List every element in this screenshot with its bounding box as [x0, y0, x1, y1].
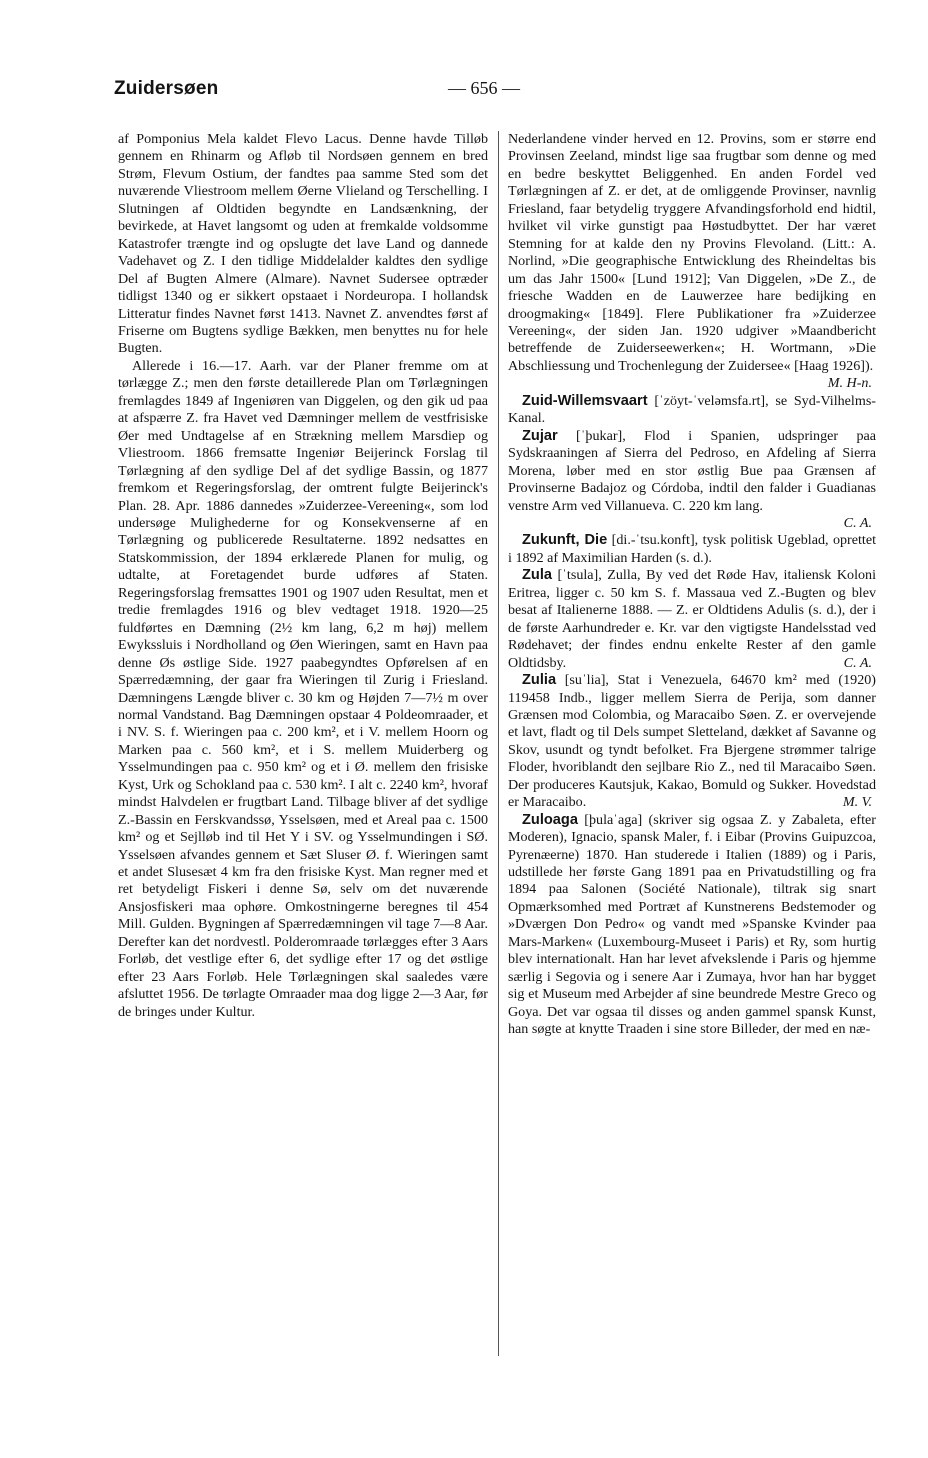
entry-text: [ˈzöyt-ˈveləmsfa.rt], se Syd-Vilhelms-Kanal. — [508, 392, 876, 427]
right-column — [508, 131, 876, 1039]
author-signature: C. A. — [843, 654, 872, 671]
paragraph: Nederlandene vinder herved en 12. Provins, som er større end Provinsen Zeeland, mindst lige saa frugtbar som denne og med en bedre beskyttet Beliggenhed. En anden Fordel ved Tørlægningen af Z. er det, at de omliggende Provinser, navnlig Friesland, faar betydelig tryggere Afvandingsforhold end hidtil, hvilket vil virke gunstigt paa Høstudbyttet. Der har været Stemning for at kalde den ny Provins Flevoland. (Litt.: A. Norlind, »Die geographische Entwicklung des Rheindeltas bis um das Jahr 1500« [Lund 1912]; Van Diggelen, »De Z., de friesche Wadden en de Lauwerzee hare bedijking en droogmaking« [1849]. Flere Publikationer fra »Zuiderzee Vereening«, der siden Jan. 1920 udgiver »Maandbericht betreffende de Zuiderseewerken«; H. Wortmann, »Die Abschliessung und Trochenlegung der Zuidersee« [Haag 1926]). — [508, 131, 876, 374]
author-signature: M. V. — [842, 794, 872, 811]
entry-text: [ˈþukar], Flod i Spanien, udspringer paa Sydskraaningen af Sierra del Pedroso, en Afdeling af Sierra Morena, løber med en stor østlig Bue paa Grænsen af Provinserne Badajoz og Córdoba, indtil den falder i Guadianas venstre Arm ved Villanueva. C. 220 km lang. — [508, 427, 876, 514]
entry-headword: Zuid-Willemsvaart — [522, 392, 648, 409]
running-head-title: Zuidersøen — [114, 78, 219, 99]
entry — [508, 393, 876, 428]
entry-text: [ˈtsula], Zulla, By ved det Røde Hav, italiensk Koloni Eritrea, ligger c. 50 km S. f. Massaua ved Z.-Bugten og blev besat af Italienerne 1888. — Z. er Oldtidens Adulis (s. d.), der i de første Aarhundreder e. Kr. var den vigtigste Handelsstad ved Rødehavet; der findes endnu enkelte Rester af den gamle Oldtidsby. — [508, 567, 876, 671]
entry-headword: Zulia — [522, 672, 557, 689]
entry — [508, 567, 876, 672]
entry — [508, 532, 876, 567]
page-number: — 656 — — [448, 78, 520, 98]
entry-text: [di.-ˈtsu.konft], tysk politisk Ugeblad, oprettet i 1892 af Maximilian Harden (s. d.). — [508, 532, 876, 566]
paragraph: af Pomponius Mela kaldet Flevo Lacus. Denne havde Tilløb gennem en Rhinarm og Afløb til Nordsøen gennem en bred Strøm, Flevum Ostium, der fandtes paa samme Sted som det nuværende Vliestroom mellem Øerne Vlieland og Terschelling. I Slutningen af Oldtiden begyndte en Landsænkning, der bevirkede, at Havet langsomt og uden at fremkalde voldsomme Katastrofer trængte ind og opslugte det lave Land og dannede Vadehavet og Z. I den tidlige Middelalder kaldtes den sydlige Del af Bugten Almere (Almare). Navnet Sudersee optræder tidligst 1340 og er sikkert opstaaet i Nordeuropa. I hollandsk Litteratur findes Navnet først 1413. Navnet Z. anvendtes først af Friserne om Bugtens sydlige Bækken, men benyttes nu for hele Bugten. — [118, 131, 488, 357]
entry — [508, 672, 876, 812]
author-signature: M. H-n. — [827, 375, 872, 392]
author-signature: C. A. — [843, 514, 872, 531]
entry-headword: Zuloaga — [522, 811, 578, 828]
entry-headword: Zujar — [522, 427, 558, 444]
entry-headword: Zukunft, Die — [522, 532, 608, 549]
column-divider — [498, 131, 499, 1356]
entry-text: [þulaˈaga] (skriver sig ogsaa Z. y Zabaleta, efter Moderen), Ignacio, spansk Maler, f. i Eibar (Provins Guipuzcoa, Pyrenæerne) 1870. Han studerede i Italien (1889) og i Paris, udstillede her første Gang 1891 paa en Privatudstilling og fra 1894 paa Salonen (Société Nationale), tiltrak sig snart Opmærksomhed med Portræt af Kunstnerens Bedstemoder og »Dværgen Don Pedro« og vandt med »Spanske Kvinder paa Mars-Marken« (Luxembourg-Museet i Paris) et Ry, som hurtig blev internationalt. Han har levet afvekslende i Paris og hjemme særlig i Segovia og i senere Aar i Zumaya, hvor han har bygget sig et Museum med Arbejder af sine beundrede Mestre Greco og Goya. Det var ogsaa til disses og anden gammel spansk Kunst, han søgte at knytte Traaden i sine store Billeder, der med en næ- — [508, 811, 876, 1038]
entry — [508, 428, 876, 515]
entry-headword: Zula — [522, 567, 552, 584]
left-column — [118, 131, 488, 1021]
entry-text: [suˈlia], Stat i Venezuela, 64670 km² med (1920) 119458 Indb., ligger mellem Sierra de Perija, som danner Grænsen mod Colombia, og Maracaibo Søen. Z. er overvejende et lavt, fladt og til Dels sumpet Sletteland, dækket af Savanne og Skov, usundt og tyndt befolket. Fra Bjergene strømmer talrige Floder, hvoriblandt den sejlbare Rio Z., ned til Maracaibo Søen. Der produceres Kautsjuk, Kakao, Bomuld og Sukker. Hovedstad er Maracaibo. — [508, 672, 876, 811]
paragraph: Allerede i 16.—17. Aarh. var der Planer fremme om at tørlægge Z.; men den første detaillerede Plan om Tørlægningen fremlagdes 1849 af Ingeniøren van Diggelen, og den gik ud paa at afspærre Z. fra Havet ved Dæmninger mellem de vestfrisiske Øer med Undtagelse af en Strækning mellem Marsdiep og Vliestroom. 1866 fremsatte Ingeniør Beijerinck Forslag til Tørlægning af den sydlige Del af det sydlige Bassin, og 1877 fremkom et Regeringsforslag, der omtrent fulgte Beijerinck's Plan. 28. Apr. 1886 dannedes »Zuiderzee-Vereening«, som lod undersøge Mulighederne for og Konsekvenserne af en Tørlægning og publicerede Resultaterne. 1892 nedsattes en Statskommission, der 1894 erklærede Planen for mulig, og udtalte, at Foretagendet burde udføres af Staten. Regeringsforslag fremsattes 1901 og 1907 uden Resultat, men et tredie fremlagdes 1916 og blev vedtaget 1918. 1920—25 fuldførtes en Dæmning (2½ km lang, 6,2 m høj) mellem Ewykssluis i Nordholland og Øen Wieringen, samt en Havn paa denne Øs østlige Side. 1927 paabegyndtes Opførelsen af en Spærredæmning, der gaar fra Wieringen til Zurig i Friesland. Dæmningens Længde bliver c. 30 km og Højden 7—7½ m over normal Vandstand. Bag Dæmningen opstaar 4 Poldeomraader, et i NV. S. f. Wieringen paa c. 200 km², et i V. mellem Hoorn og Marken paa c. 560 km², et i S. mellem Muiderberg og Ysselmundingen paa c. 950 km² og et i Ø. mellem den frisiske Kyst, Urk og Schokland paa c. 530 km². I alt c. 2240 km², hvoraf mindst Halvdelen er frugtbart Land. Tilbage bliver af det sydlige Z.-Bassin en Ferskvandssø, Ysselsøen, med et Areal paa c. 1500 km² og et Sejlløb ind til Het Y i SV. og Ysselmundingen i SØ. Ysselsøen afvandes gennem et Sæt Sluser Ø. f. Wieringen samt et andet Slusesæt 4 km fra den frisiske Kyst. Man regner med et ret betydeligt Fiskeri i denne Sø, selv om det nuværende Ansjosfiskeri maa ophøre. Omkostningerne beregnes til 454 Mill. Gulden. Bygningen af Spærredæmningen vil tage 7—8 Aar. Derefter kan det nordvestl. Polderomraade tørlægges efter 3 Aars Forløb, det vestlige efter 6, det sydlige efter 17 og det østlige efter 23 Aars Forløb. Hele Tørlægningen skal saaledes være afsluttet 1956. De tørlagte Omraader maa dog ligge 2—3 Aar, før de bringes under Kultur. — [118, 357, 488, 1020]
entry — [508, 812, 876, 1039]
